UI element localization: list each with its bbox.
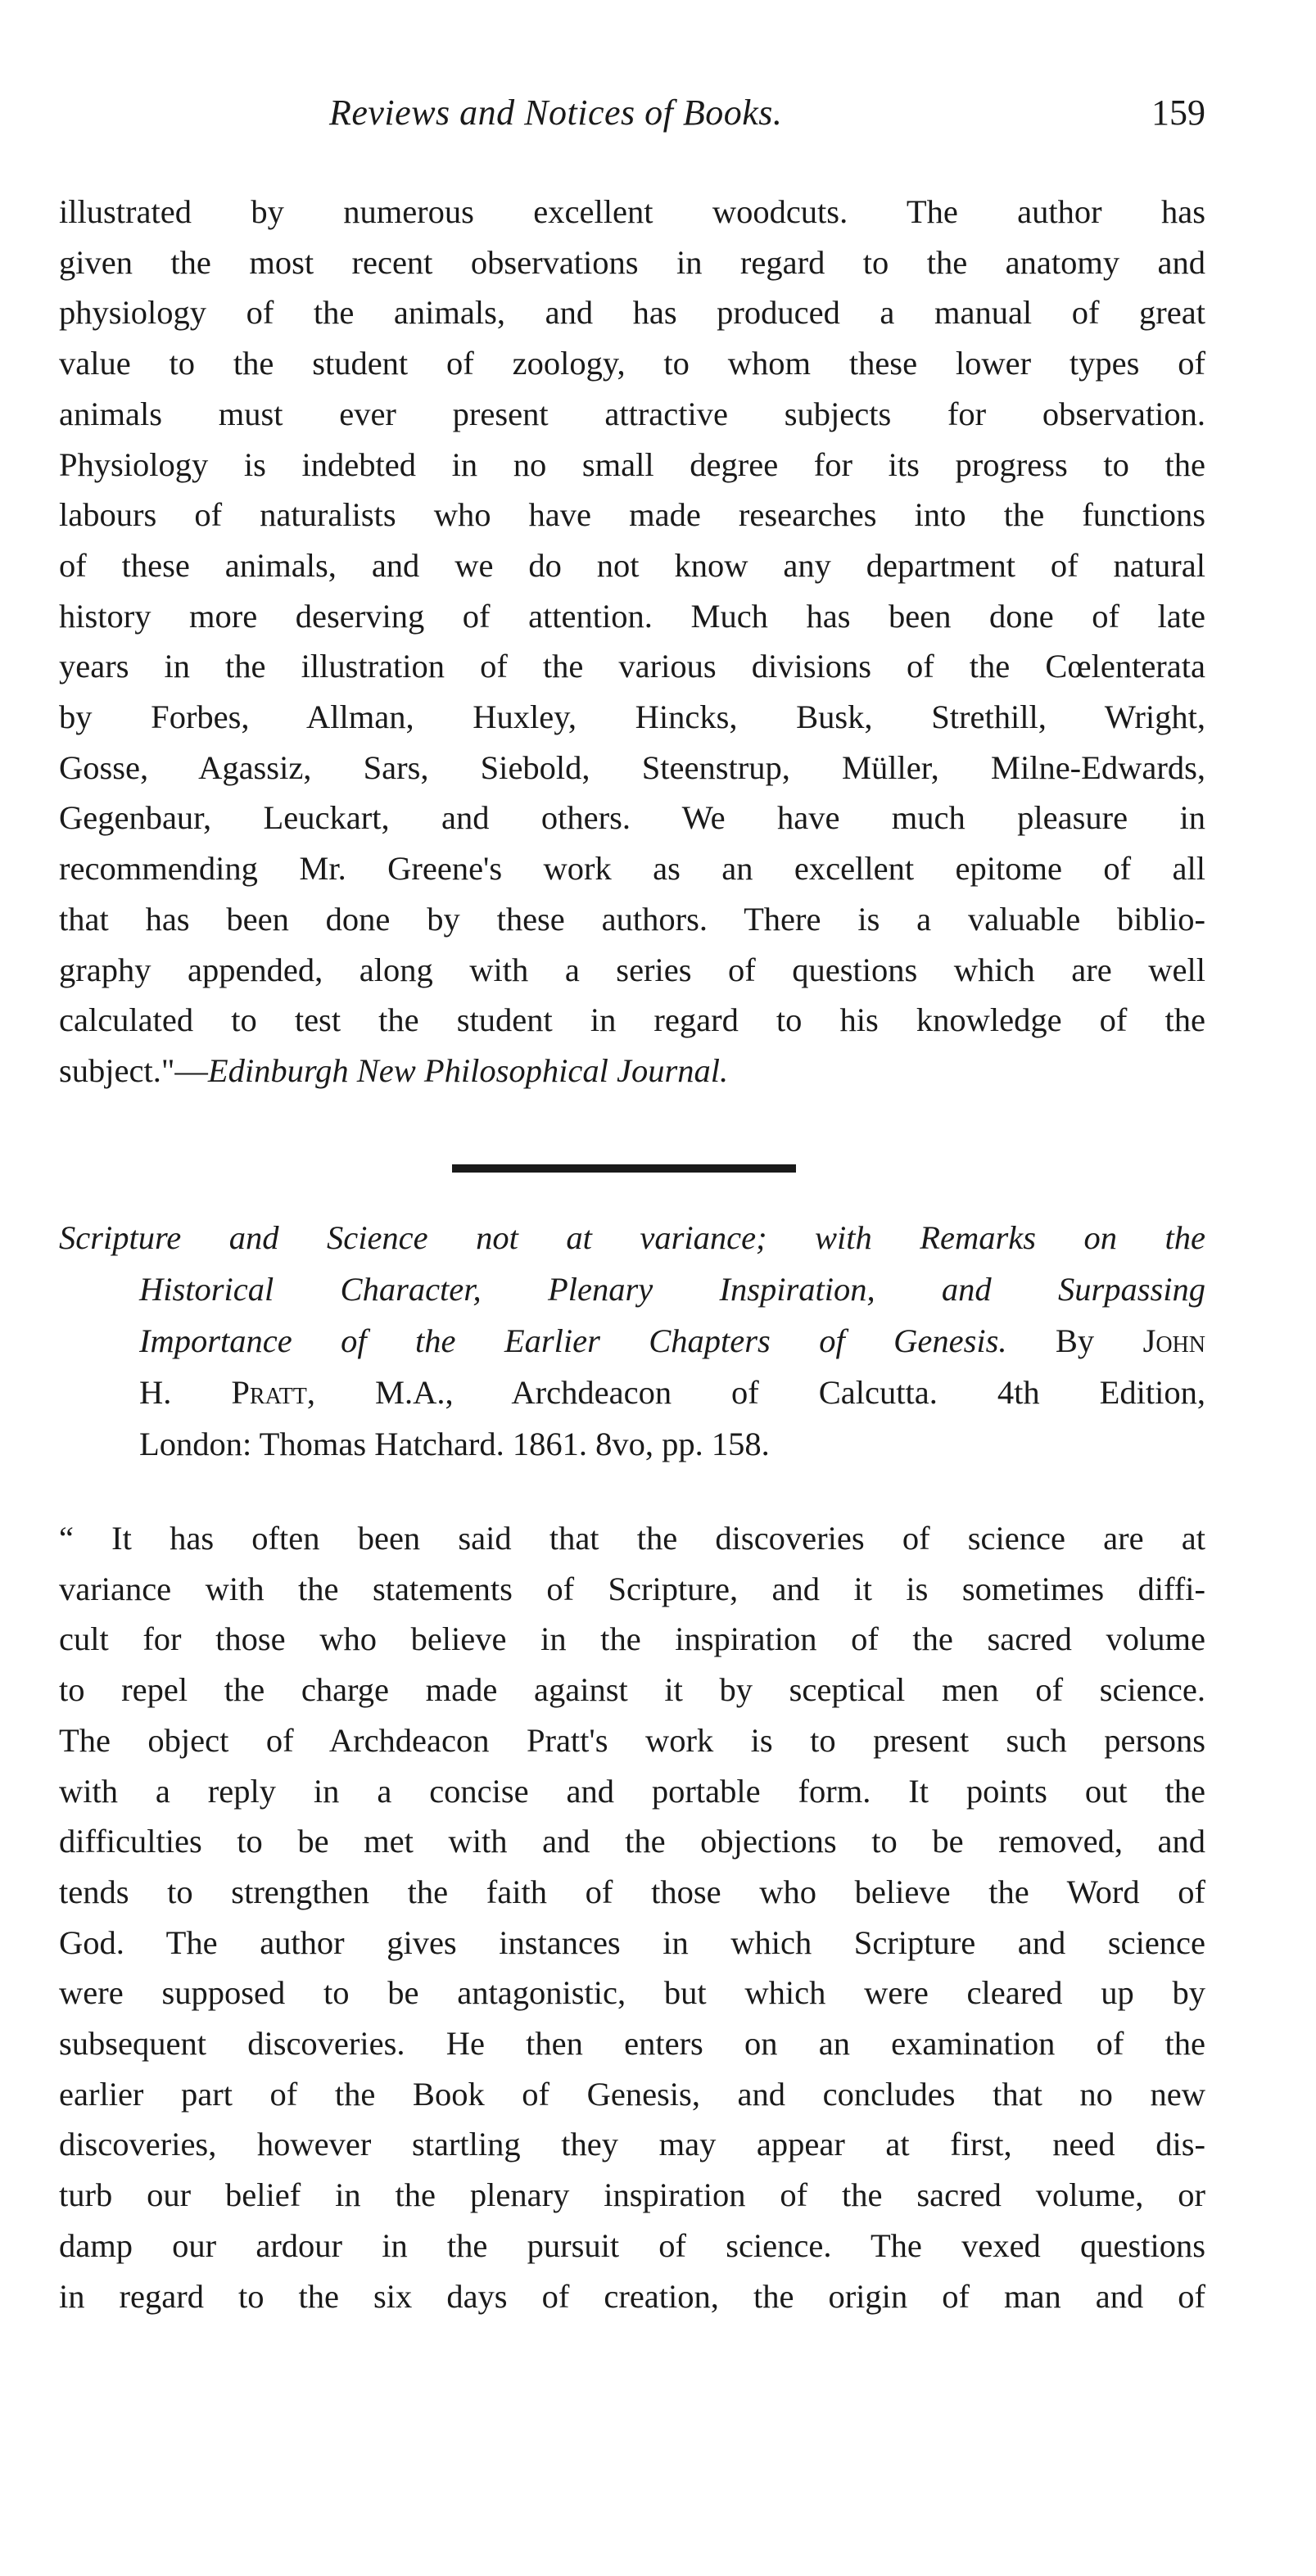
text-line: that has been done by these authors. There is a valuable biblio-: [59, 900, 1205, 938]
section-divider: [452, 1164, 796, 1173]
text-line: value to the student of zoology, to whom these lower types of: [59, 345, 1205, 382]
imprint-line: London: Thomas Hatchard. 1861. 8vo, pp. 158.: [139, 1426, 770, 1462]
running-title: Reviews and Notices of Books.: [329, 93, 783, 133]
text-line: turb our belief in the plenary inspiration of the sacred volume, or: [59, 2176, 1205, 2214]
text-line: earlier part of the Book of Genesis, and concludes that no new: [59, 2075, 1205, 2113]
text-line: damp our ardour in the pursuit of science. The vexed questions: [59, 2226, 1205, 2264]
text-line: variance with the statements of Scripture, and it is sometimes diffi-: [59, 1570, 1205, 1607]
book-title-fragment: Importance of the Earlier Chapters of Genesis.: [139, 1322, 1007, 1359]
review-continuation-text: [59, 187, 1205, 1096]
text-line: illustrated by numerous excellent woodcuts. The author has: [59, 193, 1205, 230]
text-line: animals must ever present attractive subjects for observation.: [59, 395, 1205, 432]
text-line: were supposed to be antagonistic, but which were cleared up by: [59, 1974, 1205, 2012]
text-line-final: [59, 1046, 1205, 1096]
author-first-name: John: [1142, 1322, 1205, 1359]
text-line: Gegenbaur, Leuckart, and others. We have much pleasure in: [59, 799, 1205, 837]
text-line: in regard to the six days of creation, the origin of man and of: [59, 2277, 1205, 2315]
text-line: recommending Mr. Greene's work as an excellent epitome of all: [59, 850, 1205, 888]
text-line: discoveries, however startling they may appear at first, need dis-: [59, 2126, 1205, 2163]
book-title-line: [59, 1263, 1205, 1315]
text-line: history more deserving of attention. Much has been done of late: [59, 597, 1205, 635]
by-text: By: [1006, 1322, 1143, 1359]
author-initial: H.: [139, 1374, 232, 1411]
source-citation: Edinburgh New Philosophical Journal.: [207, 1051, 729, 1089]
author-details: , M.A., Archdeacon of Calcutta. 4th Edition,: [306, 1374, 1205, 1411]
book-title-fragment: Historical Character, Plenary Inspiration, and Surpassing: [139, 1271, 1205, 1308]
text-line: graphy appended, along with a series of questions which are well: [59, 951, 1205, 988]
page-number: 159: [1151, 93, 1205, 133]
running-head: [59, 92, 1205, 149]
text-line: to repel the charge made against it by sceptical men of science.: [59, 1671, 1205, 1709]
text-line: “ It has often been said that the discoveries of science are at: [59, 1520, 1205, 1557]
text-fragment: subject."—: [59, 1051, 208, 1089]
text-line: cult for those who believe in the inspiration of the sacred volume: [59, 1620, 1205, 1658]
book-title-line: Scripture and Science not at variance; with Remarks on the: [59, 1219, 1205, 1256]
text-line: with a reply in a concise and portable form. It points out the: [59, 1772, 1205, 1810]
text-line: Gosse, Agassiz, Sars, Siebold, Steenstrup, Müller, Milne-Edwards,: [59, 748, 1205, 786]
text-line: Physiology is indebted in no small degree for its progress to the: [59, 445, 1205, 483]
review-text: [59, 1513, 1205, 2321]
book-review-heading: [59, 1212, 1205, 1470]
author-surname: Pratt: [231, 1374, 307, 1411]
text-line: The object of Archdeacon Pratt's work is to present such persons: [59, 1721, 1205, 1759]
text-line: physiology of the animals, and has produced a manual of great: [59, 294, 1205, 332]
text-line: of these animals, and we do not know any department of natural: [59, 546, 1205, 584]
text-line: given the most recent observations in regard to the anatomy and: [59, 243, 1205, 281]
text-line: calculated to test the student in regard to his knowledge of the: [59, 1001, 1205, 1039]
text-line: years in the illustration of the various divisions of the Cœlenterata: [59, 648, 1205, 685]
text-line: labours of naturalists who have made researches into the functions: [59, 496, 1205, 534]
text-line: subsequent discoveries. He then enters on an examination of the: [59, 2025, 1205, 2063]
text-line: difficulties to be met with and the objections to be removed, and: [59, 1823, 1205, 1860]
text-line: tends to strengthen the faith of those who believe the Word of: [59, 1873, 1205, 1910]
text-line: God. The author gives instances in which Scripture and science: [59, 1923, 1205, 1961]
author-line: [59, 1367, 1205, 1418]
text-line: by Forbes, Allman, Huxley, Hincks, Busk, Strethill, Wright,: [59, 698, 1205, 736]
book-title-line: [59, 1315, 1205, 1367]
